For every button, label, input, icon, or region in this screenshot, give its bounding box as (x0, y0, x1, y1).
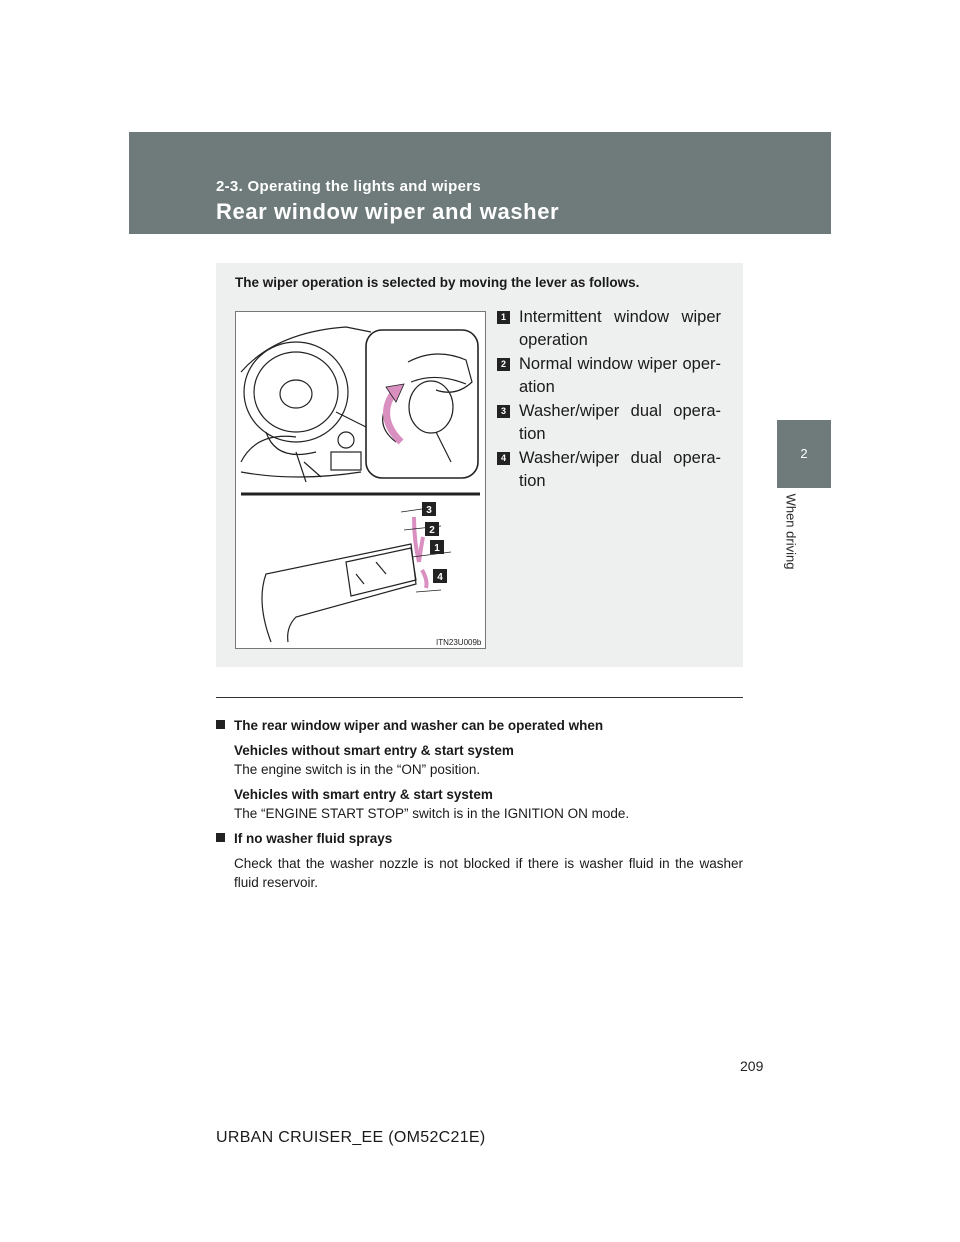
legend-number: 4 (497, 452, 510, 465)
model-code: URBAN CRUISER_EE (OM52C21E) (216, 1129, 486, 1146)
svg-text:4: 4 (437, 572, 443, 583)
page-title: Rear window wiper and washer (216, 199, 560, 224)
note-subheading: Vehicles with smart entry & start system (234, 787, 493, 802)
svg-text:2: 2 (429, 525, 435, 536)
legend-item (497, 306, 721, 352)
svg-text:1: 1 (434, 543, 440, 554)
note-paragraph (216, 785, 743, 823)
figure-code: ITN23U009b (436, 638, 482, 647)
chapter-label: When driving (783, 493, 799, 570)
dashboard-sketch (241, 327, 376, 482)
legend-text: Washer/wiper dual opera-tion (519, 402, 721, 443)
callout-1 (430, 540, 444, 554)
note-heading: If no washer fluid sprays (216, 829, 743, 848)
svg-text:3: 3 (426, 505, 432, 516)
legend-text: Normal window wiper oper-ation (519, 355, 721, 396)
illustration-drawing (236, 312, 485, 648)
note-text: The “ENGINE START STOP” switch is in the IGNITION ON mode. (234, 806, 630, 821)
figure-intro: The wiper operation is selected by moving the lever as follows. (235, 275, 640, 290)
note-paragraph (216, 854, 743, 892)
legend-number: 3 (497, 405, 510, 418)
notes-section (216, 716, 743, 898)
legend-text: Intermittent window wiper operation (519, 308, 721, 349)
note-subheading: Vehicles without smart entry & start system (234, 743, 514, 758)
legend-item (497, 400, 721, 446)
lever-sketch (262, 544, 416, 642)
zoom-bubble (366, 330, 478, 478)
notes-divider (216, 697, 743, 698)
callout-2 (425, 522, 439, 536)
wiper-lever-illustration (235, 311, 486, 649)
legend-number: 1 (497, 311, 510, 324)
note-paragraph (216, 741, 743, 779)
figure-legend (497, 306, 721, 494)
note-text: The engine switch is in the “ON” position. (234, 762, 481, 777)
chapter-number: 2 (800, 446, 808, 461)
legend-item (497, 447, 721, 493)
callout-4 (433, 569, 447, 583)
legend-item (497, 353, 721, 399)
callout-3 (422, 502, 436, 516)
legend-number: 2 (497, 358, 510, 371)
note-text: Check that the washer nozzle is not blocked if there is washer fluid in the washer fluid reservoir. (234, 856, 743, 890)
note-heading: The rear window wiper and washer can be operated when (216, 716, 743, 735)
legend-text: Washer/wiper dual opera-tion (519, 449, 721, 490)
page-number: 209 (740, 1058, 764, 1074)
section-title: 2-3. Operating the lights and wipers (216, 178, 482, 195)
